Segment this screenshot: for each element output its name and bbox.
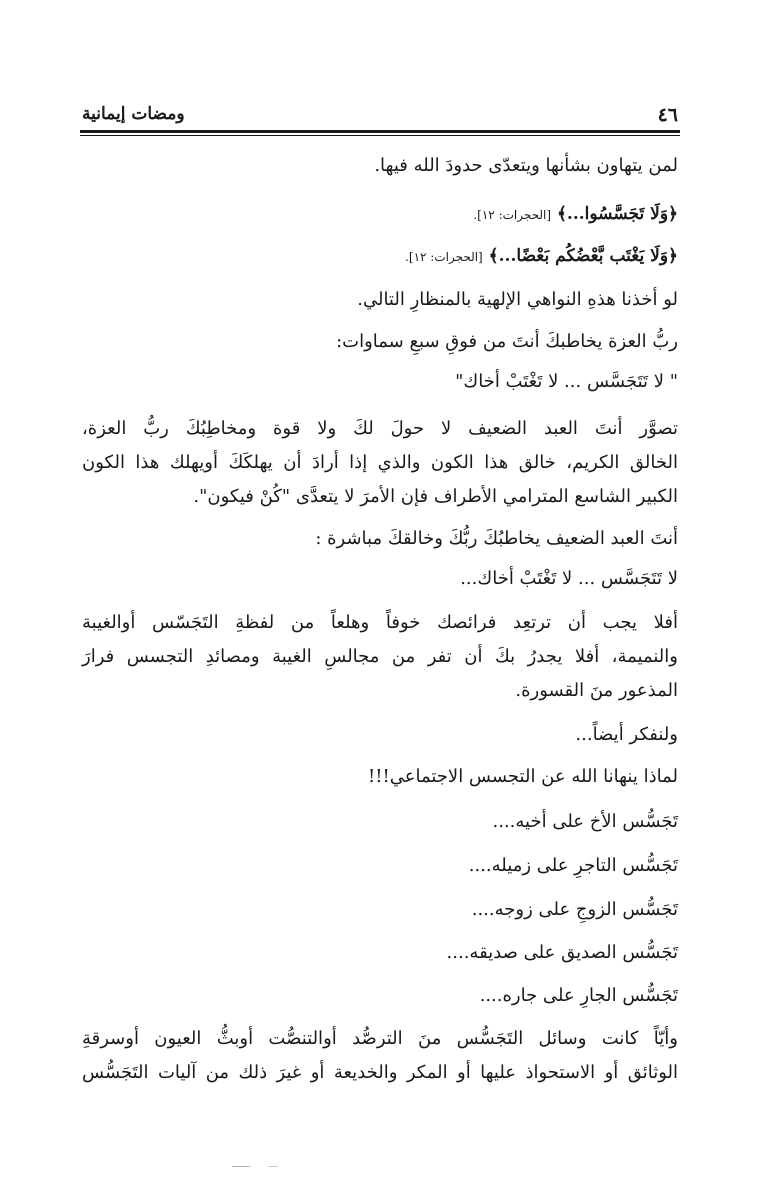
verse-text: ﴿وَلَا يَغْتَب بَّعْضُكُم بَعْضًا...﴾ (488, 246, 678, 266)
text-line: ربُّ العزة يخاطبكَ أنتَ من فوقِ سبعِ سماوات: (336, 331, 678, 352)
paragraph-line: أفلا يجب أن ترتعِد فرائصك خوفاً وهلعاً من لفظةِ التَجَسّس أوالغيبة (82, 612, 678, 633)
paragraph-line: الكبير الشاسع المترامي الأطراف فإن الأمرَ لا يتعدَّى "كُنْ فيكون". (193, 486, 678, 507)
text-line: لماذا ينهانا الله عن التجسس الاجتماعي!!! (368, 766, 678, 787)
paragraph-line: الوثائق أو الاستحواذ عليها أو المكر والخديعة أو غيرَ ذلك من آليات التَجَسُّس (82, 1062, 678, 1083)
verse-reference: [الحجرات: ١٢]. (405, 250, 483, 264)
header-rule-thick (80, 130, 680, 133)
list-item: تَجَسُّس الزوجِ على زوجه.... (471, 899, 678, 920)
verse-reference: [الحجرات: ١٢]. (473, 208, 552, 222)
text-line: لا تَتَجَسَّس ... لا تَغْتَبْ أخاك... (460, 568, 678, 589)
quran-verse (473, 203, 678, 224)
list-item: تَجَسُّس التاجرِ على زميله.... (468, 855, 678, 876)
list-item: تَجَسُّس الأخ على أخيه.... (492, 811, 678, 832)
quoted-line: " لا تَتَجَسَّس ... لا تَغْتَبْ أخاك" (455, 371, 678, 392)
text-line: ولنفكر أيضاً... (575, 724, 678, 745)
book-title: ومضات إيمانية (82, 104, 185, 124)
list-item: تَجَسُّس الجارِ على جاره.... (479, 985, 678, 1006)
paragraph-line: المذعور منَ القسورة. (515, 680, 678, 701)
list-item: تَجَسُّس الصديق على صديقه.... (446, 942, 678, 963)
paragraph-line: وأيّاً كانت وسائل التَجَسُّس منَ الترصُّد أوالتنصُّت أوبثُّ العيون أوسرقةِ (82, 1028, 678, 1049)
quran-verse (405, 245, 678, 266)
header-rule-thin (80, 135, 680, 136)
paragraph-line: والنميمة، أفلا يجدرُ بكَ أن تفر من مجالسِ الغيبة ومصائدِ التجسس فرارَ (82, 646, 678, 667)
paragraph-line: الخالق الكريم، خالق هذا الكون والذي إذا أرادَ أن يهلكَكَ أويهلك هذا الكون (82, 452, 678, 473)
text-line: لمن يتهاون بشأنها ويتعدّى حدودَ الله فيها. (374, 155, 678, 176)
page-number: ٤٦ (657, 104, 678, 126)
scan-mark (268, 1166, 278, 1167)
scan-mark (232, 1166, 250, 1167)
verse-text: ﴿وَلَا تَجَسَّسُوا...﴾ (556, 204, 678, 224)
page-header (82, 100, 678, 132)
paragraph-line: تصوَّر أنتَ العبد الضعيف لا حولَ لكَ ولا قوة ومخاطِبُكَ ربُّ العزة، (82, 418, 678, 439)
text-line: أنتَ العبد الضعيف يخاطبُكَ ربُّكَ وخالقكَ مباشرة : (315, 528, 678, 549)
text-line: لو أخذنا هذهِ النواهي الإلهية بالمنظارِ التالي. (357, 289, 678, 310)
